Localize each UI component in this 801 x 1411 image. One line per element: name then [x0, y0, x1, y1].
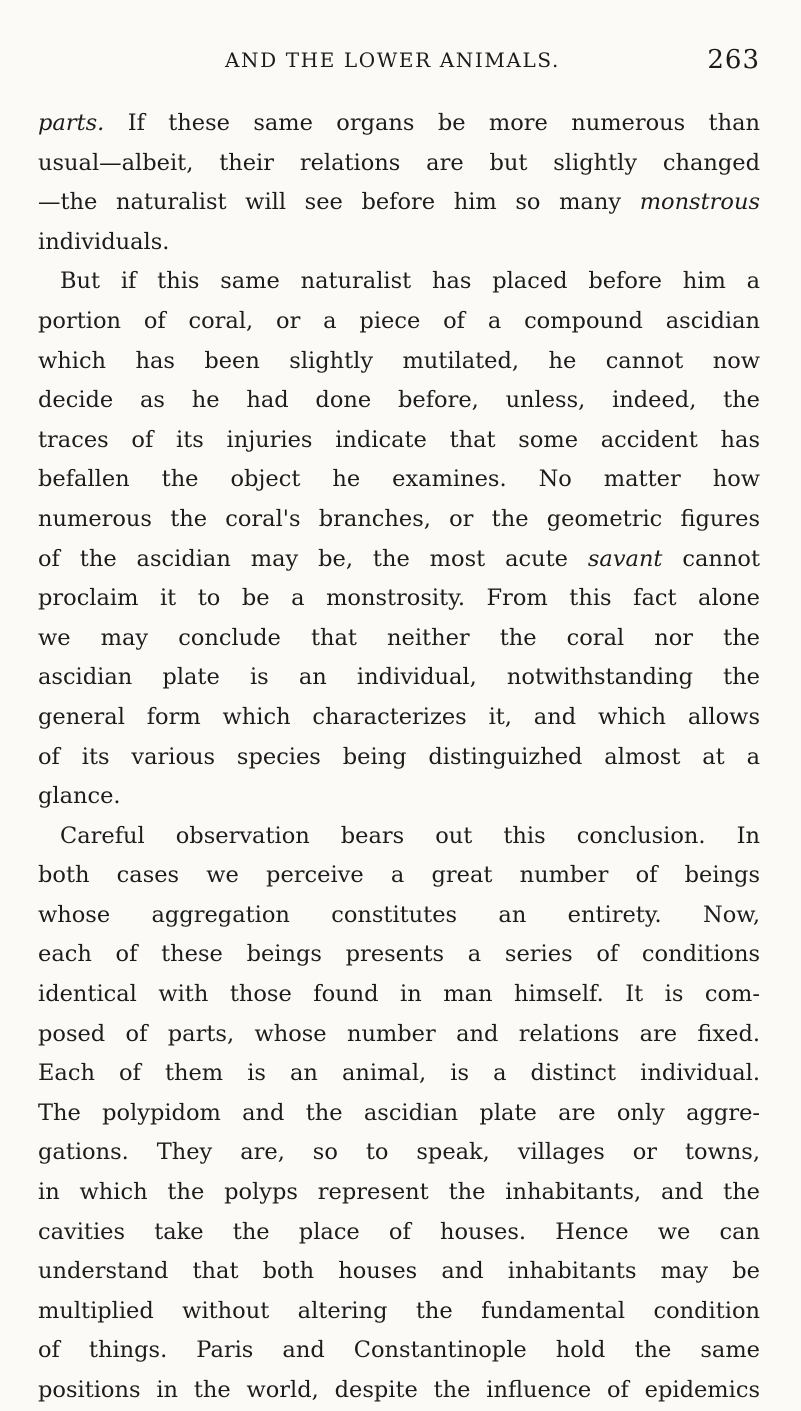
- text-span: of the ascidian may be, the most acute: [38, 545, 588, 572]
- text-line: [38, 975, 760, 1015]
- text-line: [38, 1133, 760, 1173]
- text-line: [38, 896, 760, 936]
- text-span: traces of its injuries indicate that some accident has: [38, 426, 760, 453]
- text-span: of its various species being distinguizhed almost at a: [38, 743, 760, 770]
- text-span: positions in the world, despite the influence of epidemics: [38, 1377, 760, 1403]
- text-span: If these same organs be more numerous than: [104, 110, 760, 136]
- text-span: cavities take the place of houses. Hence we can: [38, 1218, 760, 1245]
- text-span: befallen the object he examines. No matter how: [38, 466, 760, 493]
- text-span: The polypidom and the ascidian plate are only aggre-: [38, 1099, 760, 1126]
- text-line: [38, 104, 760, 144]
- text-line: [38, 1054, 760, 1094]
- text-span: ascidian plate is an individual, notwithstanding the: [38, 664, 760, 691]
- text-line: [38, 262, 760, 302]
- text-span: usual—albeit, their relations are but slightly changed: [38, 149, 760, 176]
- text-span: which has been slightly mutilated, he cannot now: [38, 347, 760, 374]
- text-span: decide as he had done before, unless, indeed, the: [38, 387, 760, 414]
- text-span: portion of coral, or a piece of a compound ascidian: [38, 307, 760, 334]
- text-line: [38, 658, 760, 698]
- italic-text-span: parts.: [38, 110, 105, 136]
- text-line: [38, 342, 760, 382]
- text-line: [38, 1371, 760, 1411]
- page-number: 263: [707, 45, 760, 75]
- text-line: [38, 817, 760, 857]
- text-line: [38, 144, 760, 184]
- text-span: both cases we perceive a great number of beings: [38, 862, 760, 889]
- text-span: gations. They are, so to speak, villages or towns,: [38, 1139, 760, 1166]
- text-span: of things. Paris and Constantinople hold the same: [38, 1337, 760, 1364]
- text-span: But if this same naturalist has placed before him a: [60, 268, 760, 295]
- text-line: [38, 302, 760, 342]
- text-line: [38, 1213, 760, 1253]
- text-span: Careful observation bears out this conclusion. In: [60, 822, 760, 849]
- text-span: individuals.: [38, 228, 170, 255]
- text-span: in which the polyps represent the inhabitants, and the: [38, 1179, 760, 1206]
- running-title: AND THE LOWER ANIMALS.: [225, 48, 560, 72]
- text-span: —the naturalist will see before him so many: [38, 189, 640, 216]
- italic-text-span: monstrous: [639, 189, 760, 216]
- text-span: glance.: [38, 783, 121, 810]
- text-line: [38, 935, 760, 975]
- text-span: we may conclude that neither the coral nor the: [38, 624, 760, 651]
- text-line: [38, 1173, 760, 1213]
- text-line: [38, 500, 760, 540]
- text-line: [38, 1015, 760, 1055]
- text-span: Each of them is an animal, is a distinct individual.: [38, 1060, 760, 1087]
- text-line: [38, 223, 760, 263]
- text-line: [38, 421, 760, 461]
- body-text: [38, 104, 760, 1411]
- text-span: whose aggregation constitutes an entirety. Now,: [38, 901, 760, 928]
- text-line: [38, 619, 760, 659]
- text-line: [38, 460, 760, 500]
- text-line: [38, 381, 760, 421]
- text-span: understand that both houses and inhabitants may be: [38, 1258, 760, 1285]
- text-line: [38, 1252, 760, 1292]
- text-line: [38, 698, 760, 738]
- text-line: [38, 540, 760, 580]
- text-span: identical with those found in man himself. It is com-: [38, 981, 760, 1008]
- text-line: [38, 1331, 760, 1371]
- italic-text-span: savant: [587, 545, 663, 572]
- text-line: [38, 738, 760, 778]
- text-span: cannot: [662, 545, 760, 572]
- text-line: [38, 183, 760, 223]
- text-span: posed of parts, whose number and relations are fixed.: [38, 1020, 760, 1047]
- running-head: [38, 40, 760, 80]
- text-span: each of these beings presents a series of conditions: [38, 941, 760, 968]
- book-page: [38, 40, 760, 1411]
- text-line: [38, 1292, 760, 1332]
- text-span: multiplied without altering the fundamental condition: [38, 1297, 760, 1324]
- text-line: [38, 579, 760, 619]
- text-line: [38, 1094, 760, 1134]
- text-span: numerous the coral's branches, or the geometric figures: [38, 505, 760, 532]
- text-span: proclaim it to be a monstrosity. From this fact alone: [38, 585, 760, 612]
- text-line: [38, 856, 760, 896]
- text-span: general form which characterizes it, and which allows: [38, 703, 760, 730]
- text-line: [38, 777, 760, 817]
